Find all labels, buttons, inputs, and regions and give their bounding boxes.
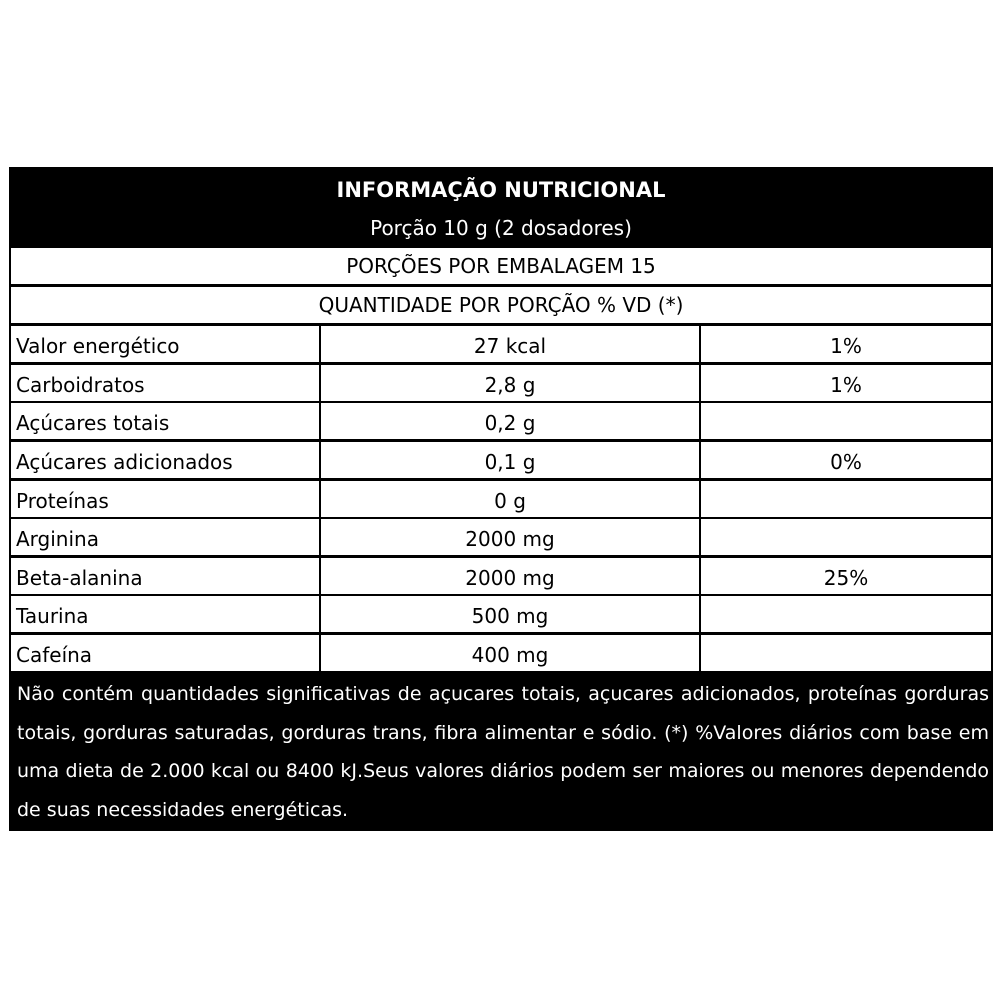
table-row <box>11 635 991 671</box>
nutrient-daily-value <box>701 519 991 555</box>
nutrient-daily-value <box>701 403 991 439</box>
column-header: QUANTIDADE POR PORÇÃO % VD (*) <box>11 287 991 323</box>
table-title: INFORMAÇÃO NUTRICIONAL <box>336 178 666 202</box>
nutrition-facts-table <box>9 167 993 831</box>
nutrient-amount: 2000 mg <box>321 558 699 594</box>
nutrient-daily-value: 1% <box>701 326 991 362</box>
nutrient-amount: 2,8 g <box>321 365 699 401</box>
table-row <box>11 403 991 439</box>
nutrient-amount: 500 mg <box>321 596 699 632</box>
nutrient-amount: 0,2 g <box>321 403 699 439</box>
nutrient-amount: 27 kcal <box>321 326 699 362</box>
table-row <box>11 326 991 362</box>
nutrient-daily-value: 0% <box>701 442 991 478</box>
nutrient-name: Valor energético <box>11 326 319 362</box>
table-row <box>11 365 991 401</box>
nutrient-name: Beta-alanina <box>11 558 319 594</box>
table-row <box>11 481 991 517</box>
table-header <box>9 167 993 246</box>
nutrient-amount: 2000 mg <box>321 519 699 555</box>
nutrient-amount: 400 mg <box>321 635 699 671</box>
nutrient-name: Açúcares adicionados <box>11 442 319 478</box>
table-row <box>11 596 991 632</box>
table-row <box>11 519 991 555</box>
nutrient-name: Açúcares totais <box>11 403 319 439</box>
nutrient-name: Arginina <box>11 519 319 555</box>
nutrient-amount: 0,1 g <box>321 442 699 478</box>
nutrient-name: Carboidratos <box>11 365 319 401</box>
nutrient-daily-value: 1% <box>701 365 991 401</box>
nutrient-name: Proteínas <box>11 481 319 517</box>
nutrient-name: Cafeína <box>11 635 319 671</box>
nutrient-daily-value <box>701 596 991 632</box>
serving-size: Porção 10 g (2 dosadores) <box>370 216 632 240</box>
table-row <box>11 442 991 478</box>
nutrient-daily-value <box>701 635 991 671</box>
footnote: Não contém quantidades significativas de açucares totais, açucares adicionados, proteínas gorduras totais, gorduras saturadas, gorduras trans, fibra alimentar e sódio. (*) %Valores diários com base em uma dieta de 2.000 kcal ou 8400 kJ.Seus valores diários podem ser maiores ou menores dependendo de suas necessidades energéticas. <box>17 683 989 821</box>
servings-per-package: PORÇÕES POR EMBALAGEM 15 <box>11 248 991 284</box>
nutrient-daily-value <box>701 481 991 517</box>
nutrient-name: Taurina <box>11 596 319 632</box>
nutrient-daily-value: 25% <box>701 558 991 594</box>
nutrient-rows <box>11 326 991 674</box>
table-row <box>11 558 991 594</box>
nutrient-amount: 0 g <box>321 481 699 517</box>
